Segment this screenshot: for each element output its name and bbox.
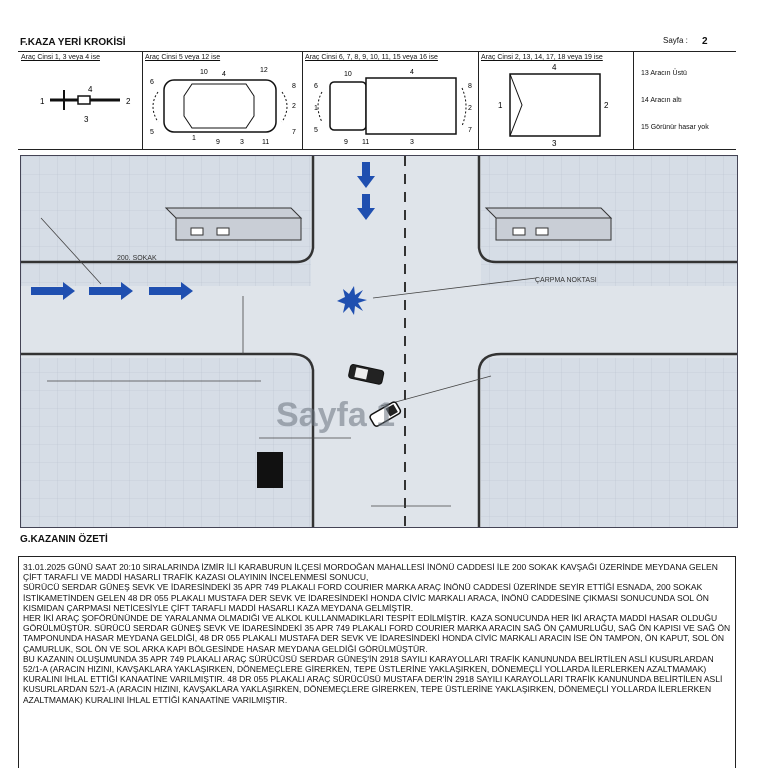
number-label: 3 <box>552 139 557 148</box>
watermark: Sayfa 1 <box>276 396 396 434</box>
impact-label: ÇARPMA NOKTASI <box>535 277 597 284</box>
vehicle-caption: Araç Cinsi 5 veya 12 ise <box>145 54 221 61</box>
accident-sketch <box>20 155 738 528</box>
number-label: 7 <box>468 127 472 134</box>
car-diagram <box>142 52 302 149</box>
number-label: 1 <box>192 135 196 142</box>
section-f-title: F.KAZA YERİ KROKİSİ <box>20 37 126 48</box>
number-label: 4 <box>410 69 414 76</box>
divider-legend <box>18 149 736 150</box>
number-label: 1 <box>40 97 45 106</box>
number-label: 9 <box>344 139 348 146</box>
number-label: 3 <box>84 115 89 124</box>
number-label: 4 <box>222 71 226 78</box>
number-label: 3 <box>240 139 244 146</box>
vehicle-cell-motorcycle <box>18 52 143 149</box>
number-label: 11 <box>262 139 270 146</box>
building-left <box>166 208 301 240</box>
number-label: 5 <box>314 127 318 134</box>
number-label: 1 <box>498 101 503 110</box>
summary-paragraph: BU KAZANIN OLUŞUMUNDA 35 APR 749 PLAKALI ARAÇ SÜRÜCÜSÜ SERDAR GÜNEŞ'İN 2918 SAYILI KARAYOLLARI TRAFİK KANUNUNDA BELİRTİLEN ASLİ KUSURLARDAN 52/1-A (ARACIN HIZINI, KAVŞAKLARA YAKLAŞIRKEN, DÖNEMEÇLERE GİRERKEN, TEPE ÜSTLERİNE YAKLAŞIRKEN, DÖNEMEÇLİ YOLLARDA İLERLERKEN AZALTMAMAK) KURALINI İHLAL ETTİĞİ KANAATİNE VARILMIŞTIR. 48 DR 055 PLAKALI ARAÇ SÜRÜCÜSÜ MUSTAFA DER'İN 2918 SAYILI KARAYOLLARI TRAFİK KANUNUNDA BELİRTİLEN ASLİ KUSURLARDAN 52/1-A (ARACIN HIZINI, KAVŞAKLARA YAKLAŞIRKEN, DÖNEMEÇLERE GİRERKEN, TEPE ÜSTLERİNE YAKLAŞIRKEN, DÖNEMEÇLİ YOLLARDA İLERLERKEN AZALTMAMAK) KURALINI İHLAL ETTİĞİ KANAATİNE VARILMIŞTIR. <box>23 653 723 705</box>
number-label: 8 <box>292 83 296 90</box>
number-label: 1 <box>314 105 318 112</box>
vehicle-cell-car <box>142 52 303 149</box>
intersection-drawing <box>21 156 737 527</box>
side-street-road <box>21 286 737 358</box>
number-label: 8 <box>468 83 472 90</box>
summary-paragraph: SÜRÜCÜ SERDAR GÜNEŞ SEVK VE İDARESİNDEKİ 35 APR 749 PLAKALI FORD COURIER MARKA ARAÇ İNÖNÜ CADDESİ ÜZERİNDE SEYİR ETTİĞİ ESNADA, 200 SOKAK İSTİKAMETİNDEN GELEN 48 DR 055 PLAKALI MUSTAFA DER SEVK VE İDARESİNDEKİ HONDA CİVİC MARKALI ARACA, İNÖNÜ CADDESİNE ÇIKMASI SONUCUNDA SOL ÖN KISMIDAN ÇARPMASI NETİCESİYLE ÇİFT TARAFLI MADDİ HASARLI KAZA MEYDANA GELMİŞTİR. <box>23 582 709 613</box>
vehicle-caption: Araç Cinsi 1, 3 veya 4 ise <box>21 54 100 61</box>
number-label: 4 <box>552 63 557 72</box>
parked-object <box>257 452 283 488</box>
damage-key-none: 15 Görünür hasar yok <box>641 124 709 131</box>
damage-key-bottom: 14 Aracın altı <box>641 97 682 104</box>
number-label: 2 <box>604 101 609 110</box>
truck-diagram <box>302 52 478 149</box>
number-label: 3 <box>410 139 414 146</box>
number-label: 6 <box>150 79 154 86</box>
vehicle-cell-truck <box>302 52 479 149</box>
number-label: 5 <box>150 129 154 136</box>
number-label: 10 <box>344 71 352 78</box>
number-label: 4 <box>88 85 93 94</box>
building-right <box>486 208 611 240</box>
summary-paragraph: 31.01.2025 GÜNÜ SAAT 20:10 SIRALARINDA İZMİR İLİ KARABURUN İLÇESİ MORDOĞAN MAHALLESİ İNÖNÜ CADDESİ İLE 200 SOKAK KAVŞAĞI ÜZERİNDE MEYDANA GELEN ÇİFT TARAFLI VE MADDİ HASARLI TRAFİK KAZASI OLAYININ İNCELENMESİ SONUCU, <box>23 562 718 583</box>
page-label: Sayfa : <box>663 36 688 45</box>
number-label: 9 <box>216 139 220 146</box>
number-label: 2 <box>126 97 131 106</box>
damage-key-top: 13 Aracın Üstü <box>641 70 687 77</box>
vehicle-type-legend <box>18 52 736 149</box>
other-vehicle-diagram <box>478 52 633 149</box>
vehicle-caption: Araç Cinsi 6, 7, 8, 9, 10, 11, 15 veya 16 ise <box>305 54 438 61</box>
summary-paragraph: HER İKİ ARAÇ ŞOFÖRÜNÜNDE DE YARALANMA OLMADIĞI VE ALKOL KULLANMADIKLARI TESPİT EDİLMİŞTİR. KAZA SONUCUNDA HER İKİ ARAÇTA MADDİ HASAR OLDUĞU GÖRÜLMÜŞTÜR. SÜRÜCÜ SERDAR GÜNEŞ SEVK VE İDARESİNDEKİ 35 APR 749 PLAKALI FORD COURIER MARKA ARACIN SAĞ ÖN ÇAMURLUĞU, SAĞ ÖN KAPISI VE SAĞ ÖN TAMPONUNDA HASAR MEYDANA GELDİĞİ, 48 DR 055 PLAKALI MUSTAFA DER SEVK VE İDARESİNDEKİ HONDA CİVİC MARKALI ARACIN İSE ÖN TAMPON, ÖN KAPUT, SOL ÖN ÇAMURLUK, SOL ÖN VE SOL ARKA KAPI BÖLGESİNDE HASAR MEYDANA GELDİĞİ GÖRÜLMÜŞTÜR. <box>23 613 731 654</box>
number-label: 11 <box>362 139 370 146</box>
accident-summary <box>18 556 736 768</box>
vehicle-cell-other <box>478 52 634 149</box>
number-label: 6 <box>314 83 318 90</box>
street-label: 200. SOKAK <box>117 255 157 262</box>
number-label: 10 <box>200 69 208 76</box>
page-number: 2 <box>702 36 708 47</box>
number-label: 2 <box>468 105 472 112</box>
vehicle-caption: Araç Cinsi 2, 13, 14, 17, 18 veya 19 ise <box>481 54 603 61</box>
number-label: 2 <box>292 103 296 110</box>
section-g-title: G.KAZANIN ÖZETİ <box>20 534 108 545</box>
motorcycle-diagram <box>18 52 142 149</box>
number-label: 7 <box>292 129 296 136</box>
number-label: 12 <box>260 67 268 74</box>
